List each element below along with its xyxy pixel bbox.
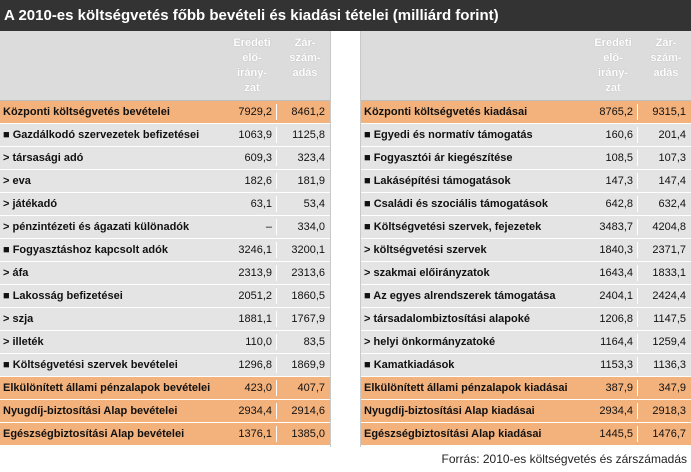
- table-row: [361, 147, 691, 170]
- table-row: [361, 308, 691, 331]
- original-value: 387,9: [605, 382, 633, 394]
- final-value: 147,4: [658, 175, 686, 187]
- final-value: 8461,2: [291, 106, 325, 118]
- original-value: 182,6: [244, 175, 272, 187]
- original-value: 3483,7: [599, 221, 633, 233]
- original-value: 160,6: [605, 129, 633, 141]
- column-header-final: [643, 36, 689, 81]
- table-row: [361, 262, 691, 285]
- table-row: [0, 331, 330, 354]
- final-value: 107,3: [658, 152, 686, 164]
- original-value: 1840,3: [599, 244, 633, 256]
- row-label: > szakmai előirányzatok: [364, 267, 490, 279]
- original-value: 1445,5: [599, 428, 633, 440]
- source-note: Forrás: 2010-es költségvetés és zárszámadás: [441, 452, 687, 466]
- original-value: 423,0: [244, 382, 272, 394]
- table-row: [361, 331, 691, 354]
- table-row: [0, 193, 330, 216]
- table-row: [0, 285, 330, 308]
- final-value: 83,5: [303, 336, 325, 348]
- table-row: [361, 170, 691, 193]
- table-row: [361, 400, 691, 423]
- revenue-header: [0, 31, 330, 101]
- original-value: 1376,1: [238, 428, 272, 440]
- table-row: [361, 216, 691, 239]
- row-label: Egészségbiztosítási Alap bevételei: [3, 428, 185, 440]
- expenditure-header: [361, 31, 691, 101]
- row-label: > illeték: [3, 336, 44, 348]
- final-value: 1869,9: [291, 359, 325, 371]
- original-value: 1296,8: [238, 359, 272, 371]
- final-value: 1136,3: [653, 359, 686, 371]
- panel-divider: [330, 31, 361, 447]
- column-header-final: [282, 36, 328, 81]
- final-value: 2914,6: [291, 405, 325, 417]
- original-value: 1164,4: [600, 336, 633, 348]
- row-label: Nyugdíj-biztosítási Alap bevételei: [3, 405, 178, 417]
- final-value: 2918,3: [652, 405, 686, 417]
- row-label: > pénzintézeti és ágazati különadók: [3, 221, 190, 233]
- final-value: 1125,8: [292, 129, 325, 141]
- table-row: [361, 124, 691, 147]
- column-header-final-text: Zár-szám-adás: [289, 37, 321, 79]
- row-label: > áfa: [3, 267, 29, 279]
- table-row: [361, 101, 691, 124]
- table-row: [0, 354, 330, 377]
- final-value: 334,0: [297, 221, 325, 233]
- table-row: [361, 193, 691, 216]
- final-value: 323,4: [297, 152, 325, 164]
- original-value: 63,1: [250, 198, 272, 210]
- row-label: ■ Az egyes alrendszerek támogatása: [364, 290, 556, 302]
- original-value: 2934,4: [238, 405, 272, 417]
- table-row: [0, 170, 330, 193]
- table-row: [361, 354, 691, 377]
- table-row: [361, 285, 691, 308]
- row-label: ■ Lakásépítési támogatások: [364, 175, 511, 187]
- row-label: ■ Költségvetési szervek bevételei: [3, 359, 178, 371]
- row-label: Egészségbiztosítási Alap kiadásai: [364, 428, 542, 440]
- table-title: A 2010-es költségvetés főbb bevételi és kiadási tételei (milliárd forint): [0, 0, 691, 31]
- table-row: [0, 124, 330, 147]
- final-value: 53,4: [303, 198, 325, 210]
- row-label: ■ Költségvetési szervek, fejezetek: [364, 221, 542, 233]
- row-label: ■ Családi és szociális támogatások: [364, 198, 548, 210]
- original-value: 8765,2: [599, 106, 633, 118]
- final-value: 1259,4: [652, 336, 686, 348]
- final-value: 632,4: [658, 198, 686, 210]
- final-value: 1385,0: [291, 428, 325, 440]
- final-value: 2424,4: [652, 290, 686, 302]
- row-label: Elkülönített állami pénzalapok bevételei: [3, 382, 211, 394]
- row-label: > helyi önkormányzatoké: [364, 336, 496, 348]
- column-header-original-text: Eredeti elő-irány-zat: [594, 37, 632, 94]
- row-label: > társadalombiztosítási alapoké: [364, 313, 530, 325]
- final-value: 3200,1: [291, 244, 325, 256]
- row-label: > költségvetési szervek: [364, 244, 487, 256]
- final-value: 1147,5: [653, 313, 686, 325]
- final-value: 2313,6: [291, 267, 325, 279]
- original-value: 2313,9: [238, 267, 272, 279]
- table-row: [0, 216, 330, 239]
- table-row: [0, 239, 330, 262]
- table-row: [0, 308, 330, 331]
- row-label: ■ Fogyasztáshoz kapcsolt adók: [3, 244, 168, 256]
- column-header-final-text: Zár-szám-adás: [650, 37, 682, 79]
- original-value: 1063,9: [238, 129, 272, 141]
- final-value: 4204,8: [652, 221, 686, 233]
- column-header-original: [591, 36, 635, 96]
- row-label: ■ Gazdálkodó szervezetek befizetései: [3, 129, 200, 141]
- row-label: > szja: [3, 313, 34, 325]
- table-row: [0, 377, 330, 400]
- final-value: 201,4: [658, 129, 686, 141]
- revenue-rows: [0, 101, 330, 446]
- table-row: [0, 101, 330, 124]
- table-row: [361, 423, 691, 446]
- original-value: 609,3: [244, 152, 272, 164]
- row-label: ■ Egyedi és normatív támogatás: [364, 129, 533, 141]
- final-value: 181,9: [297, 175, 325, 187]
- original-value: 7929,2: [238, 106, 272, 118]
- row-label: ■ Kamatkiadások: [364, 359, 455, 371]
- row-label: Elkülönített állami pénzalapok kiadásai: [364, 382, 568, 394]
- original-value: 1206,8: [599, 313, 633, 325]
- final-value: 1833,1: [652, 267, 686, 279]
- final-value: 2371,7: [652, 244, 686, 256]
- row-label: > társasági adó: [3, 152, 84, 164]
- original-value: 1153,3: [600, 359, 633, 371]
- table-row: [361, 239, 691, 262]
- original-value: 2404,1: [599, 290, 633, 302]
- original-value: 3246,1: [238, 244, 272, 256]
- final-value: 407,7: [297, 382, 325, 394]
- original-value: 2051,2: [238, 290, 272, 302]
- original-value: 108,5: [605, 152, 633, 164]
- original-value: 1643,4: [599, 267, 633, 279]
- row-label: > eva: [3, 175, 31, 187]
- expenditure-rows: [361, 101, 691, 446]
- row-label: Központi költségvetés bevételei: [3, 106, 170, 118]
- column-header-original-text: Eredeti elő-irány-zat: [233, 37, 271, 94]
- row-label: ■ Lakosság befizetései: [3, 290, 123, 302]
- table-row: [0, 147, 330, 170]
- table-row: [361, 377, 691, 400]
- final-value: 1767,9: [291, 313, 325, 325]
- original-value: 110,0: [245, 336, 272, 348]
- row-label: ■ Fogyasztói ár kiegészítése: [364, 152, 513, 164]
- original-value: 1881,1: [238, 313, 272, 325]
- revenue-panel: [0, 31, 330, 447]
- original-value: 642,8: [605, 198, 633, 210]
- expenditure-panel: [361, 31, 691, 447]
- table-row: [0, 262, 330, 285]
- row-label: Nyugdíj-biztosítási Alap kiadásai: [364, 405, 535, 417]
- table-row: [0, 423, 330, 446]
- original-value: 147,3: [605, 175, 633, 187]
- original-value: 2934,4: [599, 405, 633, 417]
- row-label: > játékadó: [3, 198, 58, 210]
- column-header-original: [230, 36, 274, 96]
- original-value: –: [265, 221, 272, 233]
- final-value: 9315,1: [652, 106, 686, 118]
- final-value: 1476,7: [652, 428, 686, 440]
- table-row: [0, 400, 330, 423]
- row-label: Központi költségvetés kiadásai: [364, 106, 528, 118]
- final-value: 347,9: [658, 382, 686, 394]
- final-value: 1860,5: [291, 290, 325, 302]
